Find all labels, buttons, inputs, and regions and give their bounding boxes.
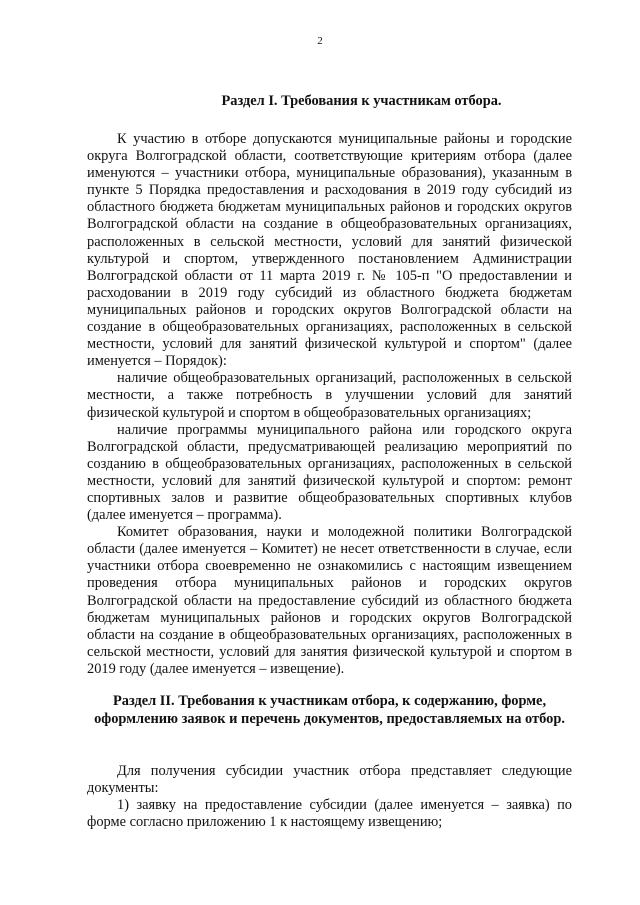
section-2-paragraph-2: 1) заявку на предоставление субсидии (далее именуется – заявка) по форме согласно приложению 1 к настоящему извещению; <box>87 797 572 831</box>
section-2-heading <box>87 692 572 728</box>
section-2-heading-line-2: оформлению заявок и перечень документов, предоставляемых на отбор. <box>94 711 565 727</box>
section-1-paragraph-2: наличие общеобразовательных организаций, расположенных в сельской местности, а также потребность в улучшении условий для занятий физической культурой и спортом в общеобразовательных организациях; <box>87 370 572 421</box>
section-2-heading-line-1: Раздел II. Требования к участникам отбора, к содержанию, форме, <box>112 693 547 709</box>
section-1-paragraph-1: К участию в отборе допускаются муниципальные районы и городские округа Волгоградской области, соответствующие критериям отбора (далее именуются – участники отбора, муниципальные образования), указанным в пункте 5 Порядка предоставления и расходования в 2019 году субсидий из областного бюджета бюджетам муниципальных районов и городских округов Волгоградской области на создание в общеобразовательных организациях, расположенных в сельской местности, условий для занятий физической культурой и спортом, утвержденного постановлением Администрации Волгоградской области от 11 марта 2019 г. № 105-п "О предоставлении и расходовании в 2019 году субсидий из областного бюджета бюджетам муниципальных районов и городских округов Волгоградской области на создание в общеобразовательных организациях, расположенных в сельской местности, условий для занятий физической культурой и спортом" (далее именуется – Порядок): <box>87 131 572 370</box>
section-1-heading: Раздел I. Требования к участникам отбора. <box>221 93 502 109</box>
page-number: 2 <box>317 35 323 47</box>
section-1-paragraph-4: Комитет образования, науки и молодежной политики Волгоградской области (далее именуется – Комитет) не несет ответственности в случае, если участники отбора своевременно не ознакомились с настоящим извещением проведения отбора муниципальных районов и городских округов Волгоградской области на предоставление субсидий из областного бюджета бюджетам муниципальных районов и городских округов Волгоградской области на создание в общеобразовательных организациях, расположенных в сельской местности, условий для занятия физической культурой и спортом в 2019 году (далее именуется – извещение). <box>87 524 572 677</box>
document-body <box>87 92 572 831</box>
section-2-paragraph-1: Для получения субсидии участник отбора представляет следующие документы: <box>87 763 572 797</box>
section-1-paragraph-3: наличие программы муниципального района или городского округа Волгоградской области, предусматривающей реализацию мероприятий по созданию в общеобразовательных организациях, расположенных в сельской местности, условий для занятий физической культурой и спортом: ремонт спортивных залов и развитие общеобразовательных спортивных клубов (далее именуется – программа). <box>87 421 572 524</box>
